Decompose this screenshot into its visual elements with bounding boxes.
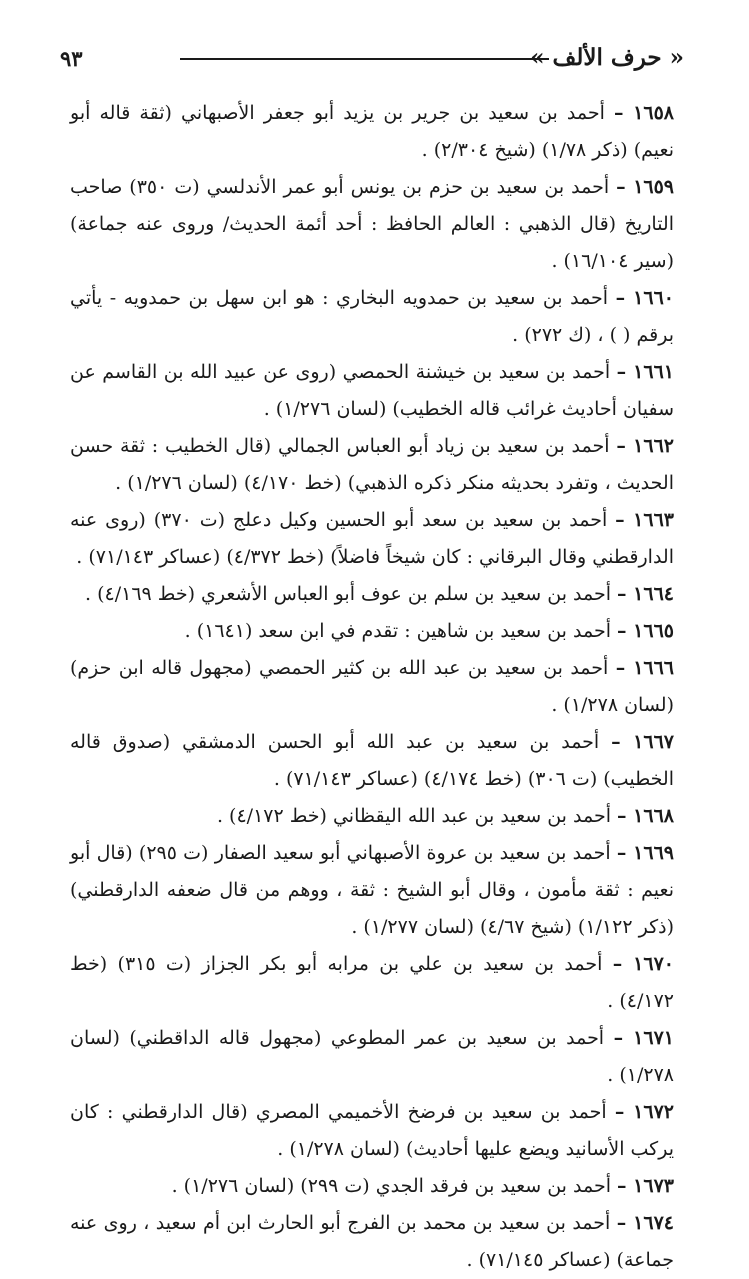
entry-text: أحمد بن سعيد بن خيشنة الحمصي (روى عن عبيد الله بن القاسم عن سفيان أحاديث غرائب قاله الخطيب) (لسان ١/٢٧٦) . xyxy=(70,361,674,420)
entry-text: أحمد بن سعيد بن شاهين : تقدم في ابن سعد (١٦٤١) . xyxy=(184,620,611,642)
entry xyxy=(70,95,674,169)
entry-text: أحمد بن سعيد بن حزم بن يونس أبو عمر الأندلسي (ت ٣٥٠) صاحب التاريخ (قال الذهبي : العالم الحافظ : أحد أئمة الحديث/ وروى عنه جماعة) (سير ١٦/١٠٤) . xyxy=(70,176,674,272)
entry xyxy=(70,724,674,798)
entry-number: ١٦٦٧ – xyxy=(611,731,674,753)
entry-number: ١٦٧٣ – xyxy=(617,1175,674,1197)
entry xyxy=(70,1168,674,1205)
entry-number: ١٦٥٨ – xyxy=(614,102,674,124)
entry-number: ١٦٦٨ – xyxy=(617,805,674,827)
entry xyxy=(70,1020,674,1094)
entry-number: ١٦٧١ – xyxy=(613,1027,674,1049)
entry-number: ١٦٦٥ – xyxy=(617,620,674,642)
entry xyxy=(70,1205,674,1279)
entry-text: أحمد بن سعيد بن سعد أبو الحسين وكيل دعلج (ت ٣٧٠) (روى عنه الدارقطني وقال البرقاني : كان شيخاً فاضلاً) (خط ٤/٣٧٢) (عساكر ٧١/١٤٣) . xyxy=(70,509,674,568)
entry-number: ١٦٦٤ – xyxy=(617,583,674,605)
entry xyxy=(70,576,674,613)
page-number: ٩٣ xyxy=(60,46,83,71)
entry-number: ١٦٦٠ – xyxy=(615,287,674,309)
entry xyxy=(70,169,674,280)
entry-text: أحمد بن سعيد بن عبد الله بن كثير الحمصي (مجهول قاله ابن حزم) (لسان ١/٢٧٨) . xyxy=(70,657,674,716)
entry-number: ١٦٦١ – xyxy=(616,361,674,383)
entry xyxy=(70,650,674,724)
entry-text: أحمد بن سعيد بن زياد أبو العباس الجمالي (قال الخطيب : ثقة حسن الحديث ، وتفرد بحديثه منكر ذكره الذهبي) (خط ٤/١٧٠) (لسان ١/٢٧٦) . xyxy=(70,435,674,494)
entry-text: أحمد بن سعيد بن فرقد الجدي (ت ٢٩٩) (لسان ١/٢٧٦) . xyxy=(171,1175,611,1197)
entry xyxy=(70,798,674,835)
entry-list xyxy=(70,95,674,1279)
entry xyxy=(70,280,674,354)
entry-text: أحمد بن سعيد بن سلم بن عوف أبو العباس الأشعري (خط ٤/١٦٩) . xyxy=(85,583,611,605)
entry-text: أحمد بن سعيد بن حمدويه البخاري : هو ابن سهل بن حمدويه - يأتي برقم ( ) ، (ك ٢٧٢) . xyxy=(70,287,674,346)
entry xyxy=(70,946,674,1020)
entry xyxy=(70,502,674,576)
entry-number: ١٦٦٦ – xyxy=(615,657,675,679)
entry xyxy=(70,1094,674,1168)
entry-number: ١٦٦٢ – xyxy=(616,435,674,457)
entry-text: أحمد بن سعيد بن جرير بن يزيد أبو جعفر الأصبهاني (ثقة قاله أبو نعيم) (ذكر ١/٧٨) (شيخ ٢/٣٠٤) . xyxy=(70,102,674,161)
entry xyxy=(70,428,674,502)
entry-text: أحمد بن سعيد بن علي بن مرابه أبو بكر الجزاز (ت ٣١٥) (خط ٤/١٧٢) . xyxy=(70,953,674,1012)
entry-number: ١٦٧٤ – xyxy=(616,1212,674,1234)
entry-number: ١٦٧٢ – xyxy=(614,1101,674,1123)
entry-number: ١٦٦٣ – xyxy=(615,509,674,531)
entry-text: أحمد بن سعيد بن عبد الله أبو الحسن الدمشقي (صدوق قاله الخطيب) (ت ٣٠٦) (خط ٤/١٧٤) (عساكر ٧١/١٤٣) . xyxy=(70,731,674,790)
entry-text: أحمد بن سعيد بن محمد بن الفرج أبو الحارث ابن أم سعيد ، روى عنه جماعة) (عساكر ٧١/١٤٥) . xyxy=(70,1212,674,1271)
entry-text: أحمد بن سعيد بن عمر المطوعي (مجهول قاله الداقطني) (لسان ١/٢٧٨) . xyxy=(70,1027,674,1086)
chapter-title: « حرف الألف » xyxy=(530,44,684,71)
entry-text: أحمد بن سعيد بن عروة الأصبهاني أبو سعيد الصفار (ت ٢٩٥) (قال أبو نعيم : ثقة مأمون ، وقال أبو الشيخ : ثقة ، ووهم من قال ضعفه الدارقطني) (ذكر ١/١٢٢) (شيخ ٤/٦٧) (لسان ١/٢٧٧) . xyxy=(70,842,674,938)
entry-number: ١٦٦٩ – xyxy=(616,842,674,864)
entry xyxy=(70,613,674,650)
entry xyxy=(70,354,674,428)
entry-text: أحمد بن سعيد بن عبد الله اليقظاني (خط ٤/١٧٢) . xyxy=(216,805,611,827)
header-divider xyxy=(180,58,549,60)
entry-number: ١٦٥٩ – xyxy=(616,176,675,198)
entry-number: ١٦٧٠ – xyxy=(612,953,674,975)
entry-text: أحمد بن سعيد بن فرضخ الأخميمي المصري (قال الدارقطني : كان يركب الأسانيد ويضع عليها أحاديث) (لسان ١/٢٧٨) . xyxy=(70,1101,674,1160)
entry xyxy=(70,835,674,946)
page-header xyxy=(60,40,684,80)
